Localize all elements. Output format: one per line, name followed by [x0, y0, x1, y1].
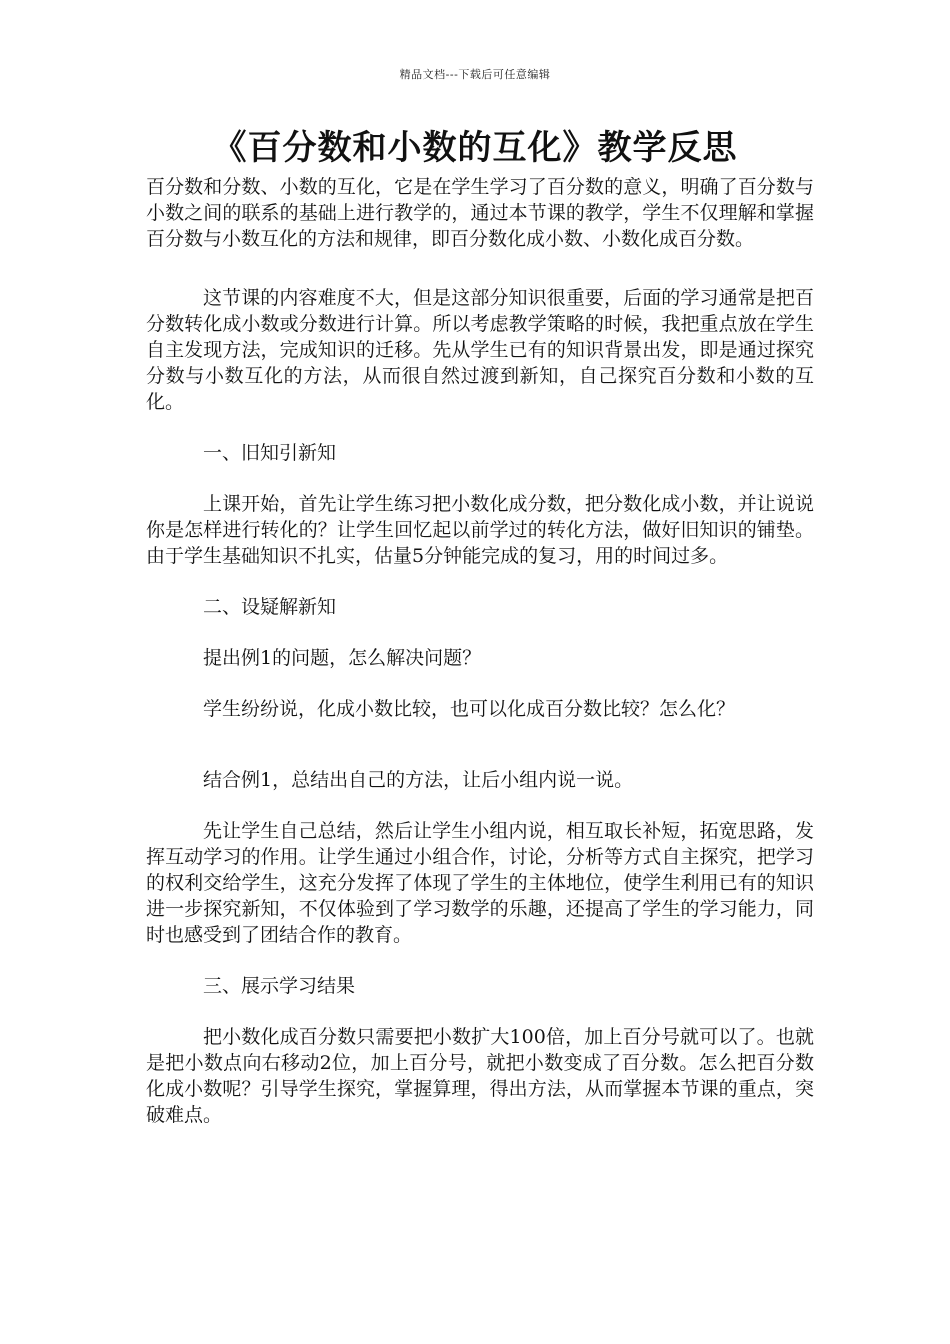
header-note: 精品文档---下载后可任意编辑 — [399, 68, 551, 81]
line-students: 学生纷纷说，化成小数比较，也可以化成百分数比较？怎么化？ — [203, 698, 736, 720]
section-heading-3: 三、展示学习结果 — [203, 975, 356, 997]
section-heading-2: 二、设疑解新知 — [203, 596, 337, 618]
paragraph-group-work: 先让学生自己总结，然后让学生小组内说，相互取长补短，拓宽思路，发挥互动学习的作用。让学生通过小组合作，讨论，分析等方式自主探究，把学习的权利交给学生，这充分发挥了体现了学生的主体地位，使学生利用已有的知识进一步探究新知，不仅体验到了学习数学的乐趣，还提高了学生的学习能力，同时也感受到了团结合作的教育。 — [146, 820, 814, 946]
document-body — [146, 174, 814, 1153]
paragraph-difficulty: 这节课的内容难度不大，但是这部分知识很重要，后面的学习通常是把百分数转化成小数或分数进行计算。所以考虑教学策略的时候，我把重点放在学生自主发现方法，完成知识的迁移。先从学生已有的知识背景出发，即是通过探究分数与小数互化的方法，从而很自然过渡到新知，自己探究百分数和小数的互化。 — [146, 287, 814, 413]
paragraph-review: 上课开始，首先让学生练习把小数化成分数，把分数化成小数，并让说说你是怎样进行转化的？让学生回忆起以前学过的转化方法，做好旧知识的铺垫。由于学生基础知识不扎实，估量5分钟能完成的复习，用的时间过多。 — [146, 493, 814, 567]
document-title: 《百分数和小数的互化》教学反思 — [212, 128, 738, 168]
intro-paragraph: 百分数和分数、小数的互化，它是在学生学习了百分数的意义，明确了百分数与小数之间的联系的基础上进行教学的，通过本节课的教学，学生不仅理解和掌握百分数与小数互化的方法和规律，即百分数化成小数、小数化成百分数。 — [146, 176, 814, 250]
paragraph-results: 把小数化成百分数只需要把小数扩大100倍，加上百分号就可以了。也就是把小数点向右移动2位，加上百分号，就把小数变成了百分数。怎么把百分数化成小数呢？引导学生探究，掌握算理，得出方法，从而掌握本节课的重点，突破难点。 — [146, 1026, 814, 1126]
line-summary: 结合例1，总结出自己的方法，让后小组内说一说。 — [203, 769, 634, 791]
line-question: 提出例1的问题，怎么解决问题？ — [203, 647, 482, 669]
section-heading-1: 一、旧知引新知 — [203, 442, 337, 464]
blank-spacer — [146, 747, 814, 767]
